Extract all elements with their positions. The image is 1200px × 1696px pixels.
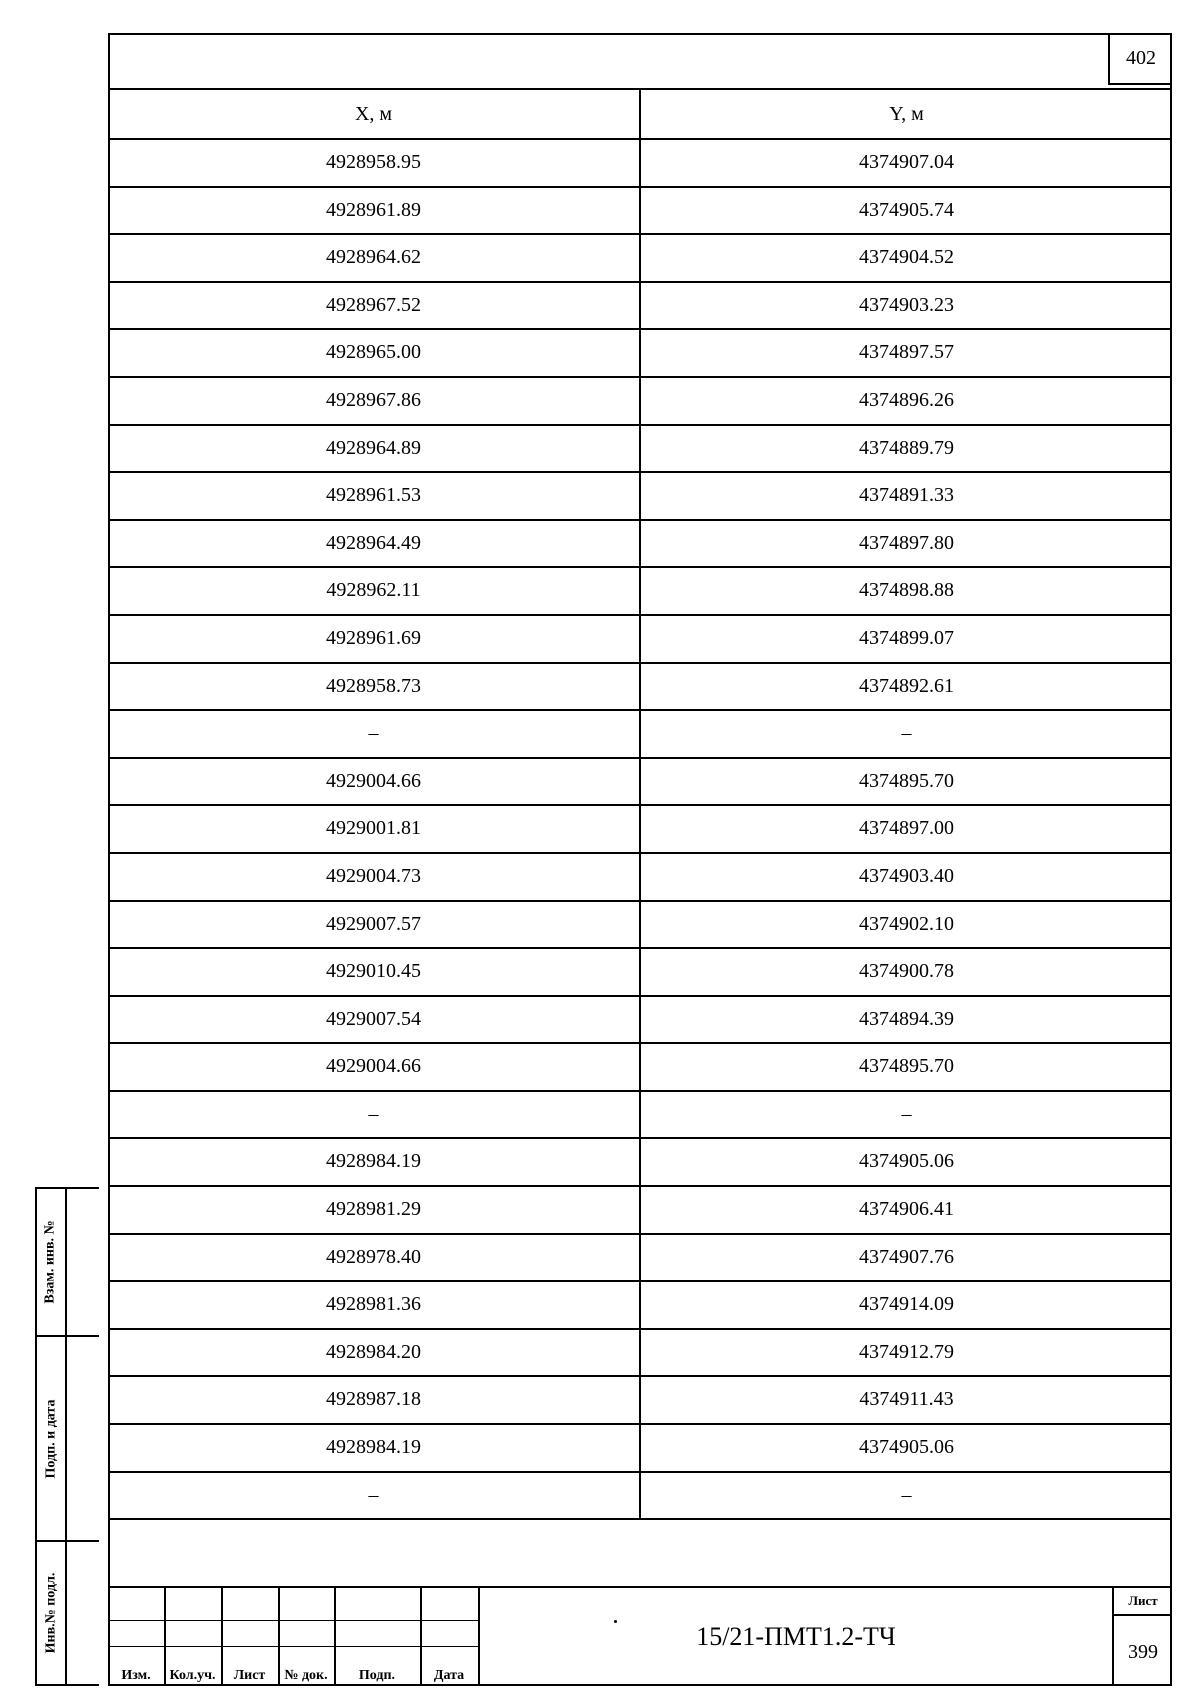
table-row — [108, 663, 1172, 711]
y-cell: – — [640, 1472, 1172, 1520]
y-cell: 4374903.40 — [640, 853, 1172, 901]
table-row — [108, 1472, 1172, 1520]
y-cell: 4374897.57 — [640, 329, 1172, 377]
x-cell: 4928984.20 — [108, 1329, 640, 1377]
table-row — [108, 1376, 1172, 1424]
x-cell: 4928964.62 — [108, 234, 640, 282]
x-cell: 4928958.73 — [108, 663, 640, 711]
table-row — [108, 1091, 1172, 1139]
title-col-list: Лист — [233, 1668, 266, 1683]
table-row — [108, 425, 1172, 473]
table-row — [108, 329, 1172, 377]
y-cell: 4374902.10 — [640, 901, 1172, 949]
table-row — [108, 520, 1172, 568]
stray-dot — [614, 1620, 617, 1623]
x-cell: 4928984.19 — [108, 1138, 640, 1186]
x-cell: 4929001.81 — [108, 805, 640, 853]
page-number: 402 — [1108, 33, 1172, 85]
table-row — [108, 472, 1172, 520]
x-cell: – — [108, 1472, 640, 1520]
table-row — [108, 1043, 1172, 1091]
table-row — [108, 996, 1172, 1044]
y-cell: 4374889.79 — [640, 425, 1172, 473]
y-cell: 4374906.41 — [640, 1186, 1172, 1234]
x-cell: 4929004.66 — [108, 758, 640, 806]
table-row — [108, 805, 1172, 853]
side-label-vzam: Взам. инв. № — [43, 1220, 59, 1304]
table-row — [108, 948, 1172, 996]
x-cell: 4928981.36 — [108, 1281, 640, 1329]
y-cell: 4374898.88 — [640, 567, 1172, 615]
y-cell: – — [640, 710, 1172, 758]
y-cell: 4374905.74 — [640, 187, 1172, 235]
sheet-label: Лист — [1114, 1588, 1172, 1616]
table-row — [108, 282, 1172, 330]
x-cell: 4928962.11 — [108, 567, 640, 615]
side-label-podp: Подп. и дата — [43, 1399, 58, 1478]
y-cell: 4374904.52 — [640, 234, 1172, 282]
x-cell: – — [108, 710, 640, 758]
column-header-y: Y, м — [640, 89, 1172, 139]
y-cell: 4374907.04 — [640, 139, 1172, 187]
y-cell: 4374892.61 — [640, 663, 1172, 711]
table-row — [108, 1186, 1172, 1234]
x-cell: 4928961.89 — [108, 187, 640, 235]
side-block-inv — [35, 1540, 99, 1686]
table-row — [108, 187, 1172, 235]
x-cell: 4928978.40 — [108, 1234, 640, 1282]
table-row — [108, 377, 1172, 425]
x-cell: 4929004.66 — [108, 1043, 640, 1091]
side-block-podp — [35, 1335, 99, 1542]
y-cell: 4374900.78 — [640, 948, 1172, 996]
table-row — [108, 710, 1172, 758]
side-label-inv: Инв.№ подл. — [43, 1572, 58, 1654]
y-cell: 4374895.70 — [640, 758, 1172, 806]
y-cell: 4374897.00 — [640, 805, 1172, 853]
title-col-data: Дата — [433, 1668, 465, 1683]
side-block-vzam — [35, 1187, 99, 1337]
table-row — [108, 567, 1172, 615]
x-cell: 4929007.54 — [108, 996, 640, 1044]
y-cell: 4374907.76 — [640, 1234, 1172, 1282]
y-cell: 4374914.09 — [640, 1281, 1172, 1329]
table-row — [108, 1329, 1172, 1377]
table-row — [108, 1138, 1172, 1186]
title-col-kol: Кол.уч. — [169, 1668, 216, 1683]
title-block-grid — [108, 1586, 480, 1686]
table-row — [108, 901, 1172, 949]
x-cell: 4928961.69 — [108, 615, 640, 663]
table-row — [108, 615, 1172, 663]
y-cell: – — [640, 1091, 1172, 1139]
table-row — [108, 853, 1172, 901]
table-row — [108, 1234, 1172, 1282]
y-cell: 4374895.70 — [640, 1043, 1172, 1091]
y-cell: 4374912.79 — [640, 1329, 1172, 1377]
x-cell: 4928964.89 — [108, 425, 640, 473]
coordinates-body — [108, 139, 1172, 1519]
x-cell: 4928965.00 — [108, 329, 640, 377]
y-cell: 4374905.06 — [640, 1424, 1172, 1472]
table-row — [108, 1281, 1172, 1329]
x-cell: 4928967.86 — [108, 377, 640, 425]
table-row — [108, 1424, 1172, 1472]
x-cell: 4928964.49 — [108, 520, 640, 568]
table-row — [108, 234, 1172, 282]
x-cell: 4929010.45 — [108, 948, 640, 996]
x-cell: 4928961.53 — [108, 472, 640, 520]
x-cell: 4929007.57 — [108, 901, 640, 949]
document-code: 15/21-ПМТ1.2-ТЧ — [480, 1586, 1114, 1686]
y-cell: 4374891.33 — [640, 472, 1172, 520]
sheet-number-box — [1114, 1586, 1172, 1686]
y-cell: 4374905.06 — [640, 1138, 1172, 1186]
sheet-number: 399 — [1128, 1640, 1158, 1663]
coordinates-table — [108, 88, 1172, 1520]
y-cell: 4374896.26 — [640, 377, 1172, 425]
y-cell: 4374899.07 — [640, 615, 1172, 663]
x-cell: 4929004.73 — [108, 853, 640, 901]
table-header-row — [108, 89, 1172, 139]
table-row — [108, 139, 1172, 187]
y-cell: 4374897.80 — [640, 520, 1172, 568]
y-cell: 4374903.23 — [640, 282, 1172, 330]
column-header-x: X, м — [108, 89, 640, 139]
x-cell: 4928981.29 — [108, 1186, 640, 1234]
x-cell: 4928958.95 — [108, 139, 640, 187]
y-cell: 4374911.43 — [640, 1376, 1172, 1424]
x-cell: 4928987.18 — [108, 1376, 640, 1424]
y-cell: 4374894.39 — [640, 996, 1172, 1044]
x-cell: 4928984.19 — [108, 1424, 640, 1472]
x-cell: – — [108, 1091, 640, 1139]
table-row — [108, 758, 1172, 806]
title-col-ndok: № док. — [284, 1668, 328, 1683]
x-cell: 4928967.52 — [108, 282, 640, 330]
title-col-podp: Подп. — [358, 1668, 396, 1683]
title-col-izm: Изм. — [121, 1668, 151, 1683]
